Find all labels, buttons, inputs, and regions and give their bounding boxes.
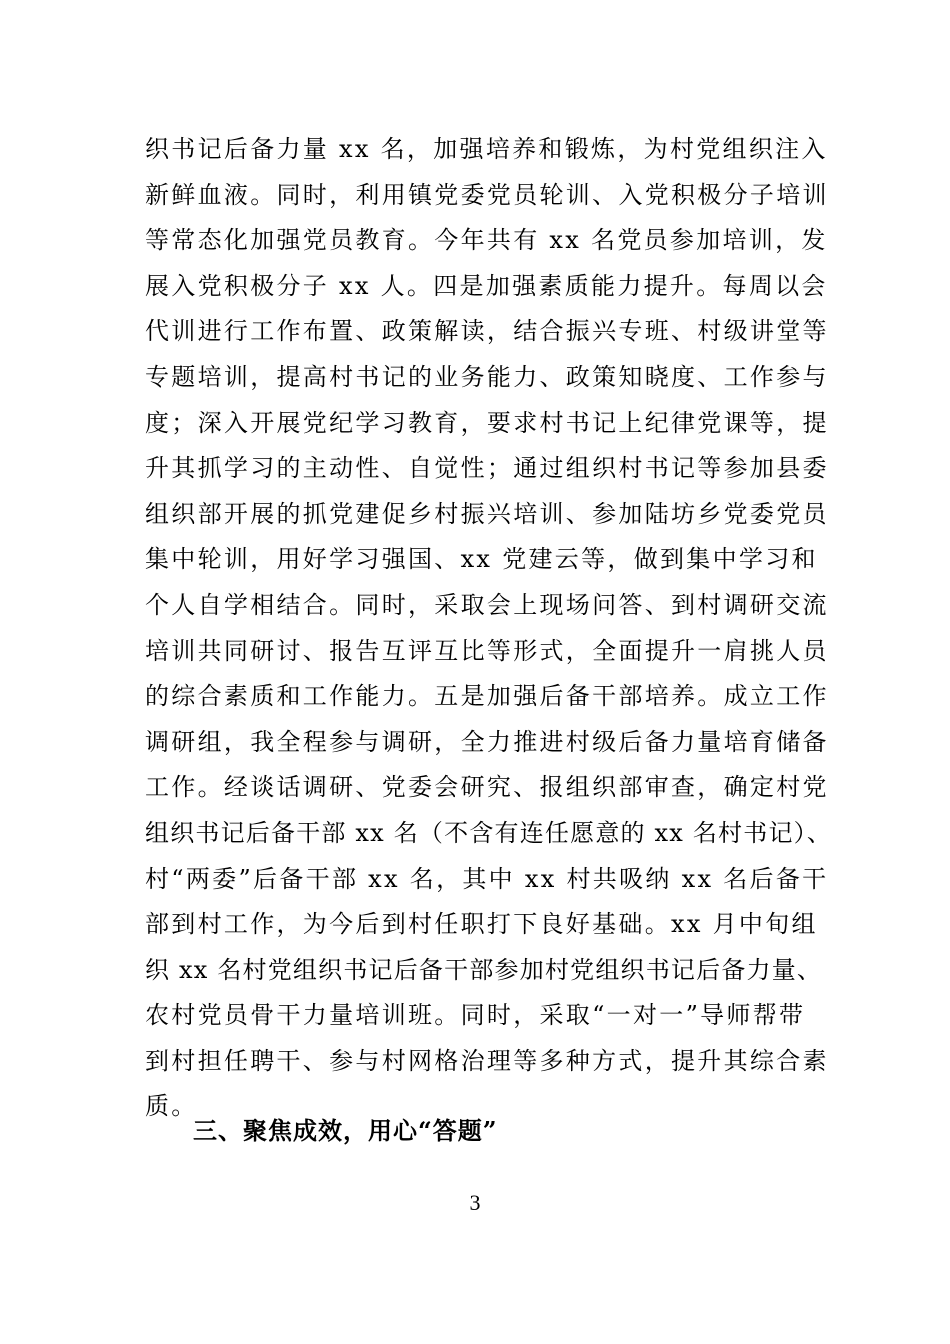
- text-line: 度；深入开展党纪学习教育，要求村书记上纪律党课等，提: [145, 408, 829, 437]
- text-line: 集中轮训，用好学习强国、xx 党建云等，做到集中学习和: [145, 545, 818, 574]
- text-line: 的综合素质和工作能力。五是加强后备干部培养。成立工作: [145, 682, 829, 711]
- text-line: 农村党员骨干力量培训班。同时，采取“一对一”导师帮带: [145, 1001, 806, 1030]
- text-line: 到村担任聘干、参与村网格治理等多种方式，提升其综合素: [145, 1046, 829, 1075]
- text-line: 升其抓学习的主动性、自觉性；通过组织村书记等参加县委: [145, 454, 829, 483]
- text-line: 培训共同研讨、报告互评互比等形式，全面提升一肩挑人员: [145, 636, 829, 665]
- text-line: 工作。经谈话调研、党委会研究、报组织部审查，确定村党: [145, 773, 829, 802]
- text-line: 部到村工作，为今后到村任职打下良好基础。xx 月中旬组: [145, 910, 818, 939]
- text-line: 组织书记后备干部 xx 名（不含有连任愿意的 xx 名村书记）、: [145, 818, 833, 847]
- section-heading: 三、聚焦成效，用心“答题”: [193, 1116, 498, 1145]
- text-line: 调研组，我全程参与调研，全力推进村级后备力量培育储备: [145, 727, 829, 756]
- text-line: 专题培训，提高村书记的业务能力、政策知晓度、工作参与: [145, 362, 829, 391]
- text-line: 织书记后备力量 xx 名，加强培养和锻炼，为村党组织注入: [145, 135, 828, 163]
- text-line: 织 xx 名村党组织书记后备干部参加村党组织书记后备力量、: [145, 955, 823, 984]
- page-number: 3: [469, 1190, 481, 1215]
- text-line: 等常态化加强党员教育。今年共有 xx 名党员参加培训，发: [145, 226, 828, 255]
- text-line: 新鲜血液。同时，利用镇党委党员轮训、入党积极分子培训: [145, 180, 829, 209]
- text-line: 个人自学相结合。同时，采取会上现场问答、到村调研交流: [145, 590, 829, 619]
- text-line: 展入党积极分子 xx 人。四是加强素质能力提升。每周以会: [145, 271, 828, 300]
- text-line: 组织部开展的抓党建促乡村振兴培训、参加陆坊乡党委党员: [145, 499, 829, 528]
- text-line: 村“两委”后备干部 xx 名，其中 xx 村共吸纳 xx 名后备干: [145, 864, 829, 893]
- text-line: 质。: [145, 1092, 198, 1121]
- body-paragraph: [145, 127, 835, 1130]
- text-line: 代训进行工作布置、政策解读，结合振兴专班、村级讲堂等: [145, 317, 829, 346]
